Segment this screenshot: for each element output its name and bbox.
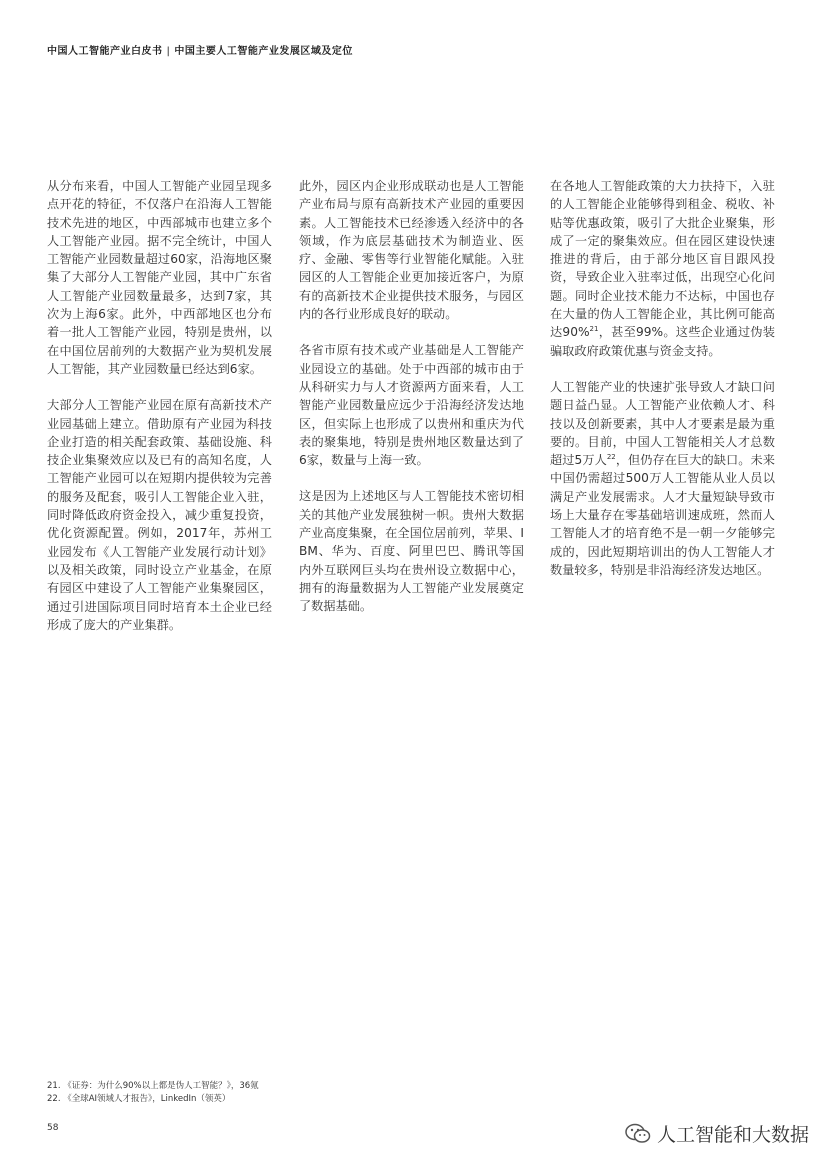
wechat-icon: [625, 1123, 651, 1145]
report-title: 中国人工智能产业白皮书: [47, 46, 163, 57]
watermark-text: 人工智能和大数据: [656, 1124, 809, 1146]
paragraph-text: 在各地人工智能政策的大力扶持下，入驻的人工智能企业能够得到租金、税收、补贴等优惠政策，吸引了大批企业聚集，形成了一定的聚集效应。但在园区建设快速推进的背后，由于部分地区盲目跟风投资，导致企业入驻率过低，出现空心化问题。同时企业技术能力不达标，中国也存在大量的伪人工智能企业，其比例可能高达90%: [550, 179, 775, 340]
paragraph: 此外，园区内企业形成联动也是人工智能产业布局与原有高新技术产业园的重要因素。人工智能技术已经渗透入经济中的各领域，作为底层基础技术为制造业、医疗、金融、零售等行业智能化赋能。入驻园区的人工智能企业更加接近客户，为原有的高新技术企业提供技术服务，与园区内的各行业形成良好的联动。: [299, 179, 524, 322]
section-title: 中国主要人工智能产业发展区域及定位: [174, 46, 353, 57]
paragraph: 大部分人工智能产业园在原有高新技术产业园基础上建立。借助原有产业园为科技企业打造的相关配套政策、基础设施、科技企业集聚效应以及已有的高知名度，人工智能产业园可以在短期内提供较为完善的服务及配套，吸引人工智能企业入驻，同时降低政府资金投入，减少重复投资，优化资源配置。例如，2017年，苏州工业园发布《人工智能产业发展行动计划》以及相关政策，同时设立产业基金，在原有园区中建设了人工智能产业集聚园区，通过引进国际项目同时培育本土企业已经形成了庞大的产业集群。: [47, 398, 272, 632]
paragraph: 这是因为上述地区与人工智能技术密切相关的其他产业发展独树一帜。贵州大数据产业高度集聚，在全国位居前列，苹果、IBM、华为、百度、阿里巴巴、腾讯等国内外互联网巨头均在贵州设立数据中心，拥有的海量数据为人工智能产业发展奠定了数据基础。: [299, 489, 524, 614]
paragraph-text: ，但仍存在巨大的缺口。未来中国仍需超过500万人工智能从业人员以满足产业发展需求。人才大量短缺导致市场上大量存在零基础培训速成班，然而人工智能人才的培育绝不是一朝一夕能够完成的，因此短期培训出的伪人工智能人才数量较多，特别是非沿海经济发达地区。: [550, 453, 775, 577]
paragraph: 从分布来看，中国人工智能产业园呈现多点开花的特征，不仅落户在沿海人工智能技术先进的地区，中西部城市也建立多个人工智能产业园。据不完全统计，中国人工智能产业园数量超过60家，沿海地区聚集了大部分人工智能产业园，其中广东省人工智能产业园数量最多，达到7家，其次为上海6家。此外，中西部地区也分布着一批人工智能产业园，特别是贵州，以在中国位居前列的大数据产业为契机发展人工智能，其产业园数量已经达到6家。: [47, 179, 272, 376]
text-column-1: [47, 177, 272, 652]
paragraph-text: 人工智能产业的快速扩张导致人才缺口问题日益凸显。人工智能产业依赖人才、科技以及创新要素，其中人才要素是最为重要的。目前，中国人工智能相关人才总数超过5万人: [550, 379, 775, 468]
watermark: [625, 1120, 809, 1147]
page-number: 58: [47, 1123, 59, 1133]
paragraph: [550, 177, 775, 360]
paragraph: [550, 378, 775, 579]
paragraph-text: ，甚至99%。这些企业通过伪装骗取政府政策优惠与资金支持。: [550, 325, 775, 358]
running-header: [47, 42, 787, 57]
footnotes: [47, 1080, 547, 1106]
footnote-ref[interactable]: 21: [589, 325, 599, 334]
text-column-3: [550, 177, 775, 597]
text-column-2: [299, 177, 524, 634]
footnote: 22. 《全球AI领域人才报告》，LinkedIn（领英）: [47, 1094, 231, 1104]
header-separator: |: [166, 46, 171, 57]
footnote-ref[interactable]: 22: [606, 453, 616, 462]
footnote: 21. 《证券：为什么90%以上都是伪人工智能？》，36氪: [47, 1081, 259, 1091]
paragraph: 各省市原有技术或产业基础是人工智能产业园设立的基础。处于中西部的城市由于从科研实力与人才资源两方面来看，人工智能产业园数量应远少于沿海经济发达地区，但实际上也形成了以贵州和重庆为代表的聚集地，特别是贵州地区数量达到了6家，数量与上海一致。: [299, 343, 524, 468]
